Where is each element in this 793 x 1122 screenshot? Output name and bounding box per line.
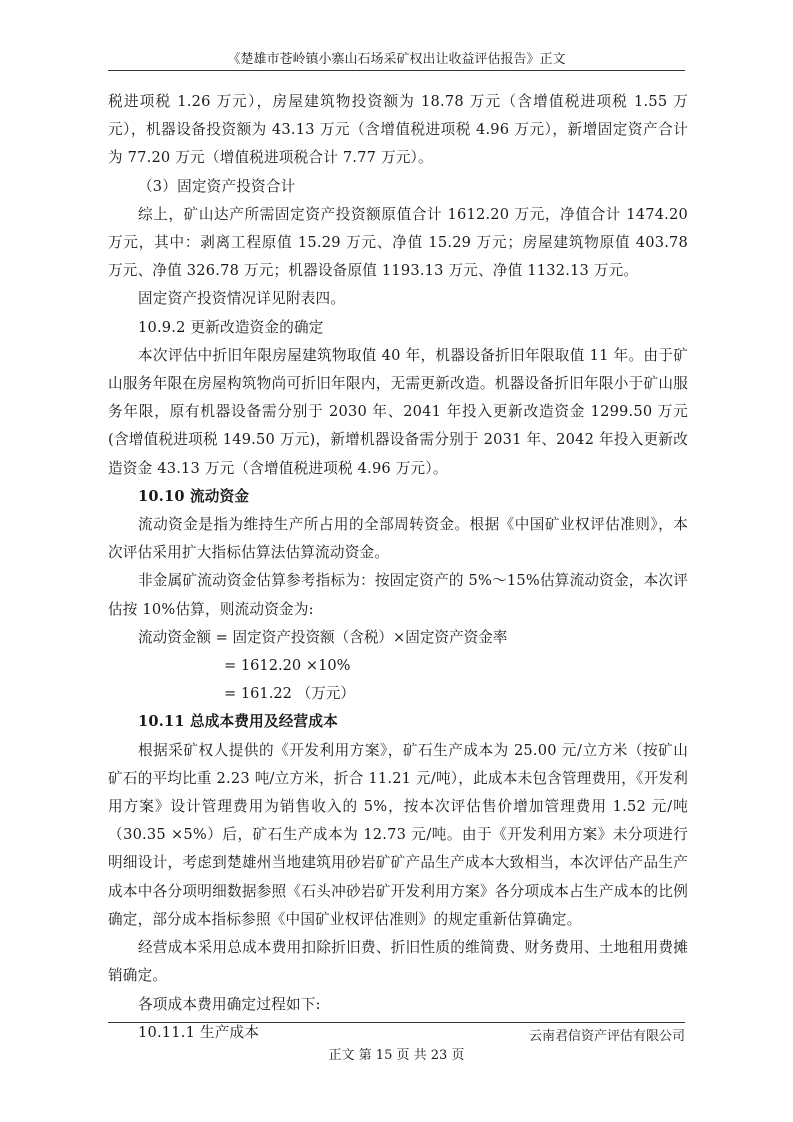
formula-line: = 161.22 （万元） — [224, 685, 355, 703]
paragraph: 税进项税 1.26 万元），房屋建筑物投资额为 18.78 万元（含增值税进项税 1.55 万元），机器设备投资额为 43.13 万元（含增值税进项税 4.96 万元），新增固定资产合计为 77.20 万元（增值税进项税合计 7.77 万元）。 — [108, 93, 688, 167]
subsection-heading: 10.11.1 生产成本 — [138, 1023, 260, 1041]
section-heading: 10.10 流动资金 — [138, 487, 250, 505]
paragraph: 各项成本费用确定过程如下: — [138, 995, 321, 1013]
paragraph: 根据采矿权人提供的《开发利用方案》，矿石生产成本为 25.00 元/立方米（按矿山矿石的平均比重 2.23 吨/立方米，折合 11.21 元/吨），此成本未包含管理费用，《开发利用方案》设计管理费用为销售收入的 5%，按本次评估售价增加管理费用 1.52 元/吨（30.35 ×5%）后，矿石生产成本为 12.73 元/吨。由于《开发利用方案》未分项进行明细设计，考虑到楚雄州当地建筑用砂岩矿矿产品生产成本大致相当，本次评估产品生产成本中各分项明细数据参照《石头冲砂岩矿开发利用方案》各分项成本占生产成本的比例确定，部分成本指标参照《中国矿业权评估准则》的规定重新估算确定。 — [108, 741, 688, 928]
section-heading: 10.11 总成本费用及经营成本 — [138, 713, 338, 731]
paragraph: 非金属矿流动资金估算参考指标为：按固定资产的 5%～15%估算流动资金，本次评估按 10%估算，则流动资金为: — [108, 572, 688, 618]
paragraph: 固定资产投资情况详见附表四。 — [138, 290, 346, 308]
document-body — [108, 88, 688, 1047]
paragraph: 综上，矿山达产所需固定资产投资额原值合计 1612.20 万元，净值合计 1474.20 万元，其中：剥离工程原值 15.29 万元、净值 15.29 万元；房屋建筑物原值 403.78 万元、净值 326.78 万元；机器设备原值 1193.13 万元、净值 1132.13 万元。 — [108, 205, 688, 280]
paragraph: 经营成本采用总成本费用扣除折旧费、折旧性质的维简费、财务费用、土地租用费摊销确定。 — [108, 939, 688, 985]
section-heading: 10.9.2 更新改造资金的确定 — [138, 318, 324, 336]
footer-divider — [108, 1022, 685, 1023]
paragraph: 本次评估中折旧年限房屋建筑物取值 40 年，机器设备折旧年限取值 11 年。由于矿山服务年限在房屋构筑物尚可折旧年限内，无需更新改造。机器设备折旧年限小于矿山服务年限，原有机器设备需分别于 2030 年、2041 年投入更新改造资金 1299.50 万元(含增值税进项税 149.50 万元)，新增机器设备需分别于 2031 年、2042 年投入更新改造资金 43.13 万元（含增值税进项税 4.96 万元）。 — [108, 346, 688, 477]
formula-line: = 1612.20 ×10% — [224, 657, 351, 675]
page-header: 《楚雄市苍岭镇小寨山石场采矿权出让收益评估报告》正文 — [227, 52, 566, 67]
header-divider — [108, 70, 685, 71]
subsection-heading: （3）固定资产投资合计 — [138, 177, 296, 195]
page-number: 正文 第 15 页 共 23 页 — [328, 1048, 465, 1063]
paragraph: 流动资金是指为维持生产所占用的全部周转资金。根据《中国矿业权评估准则》，本次评估采用扩大指标估算法估算流动资金。 — [108, 516, 688, 562]
formula-line: 流动资金额 = 固定资产投资额（含税）×固定资产资金率 — [138, 628, 508, 646]
footer-company: 云南君信资产评估有限公司 — [528, 1029, 685, 1044]
